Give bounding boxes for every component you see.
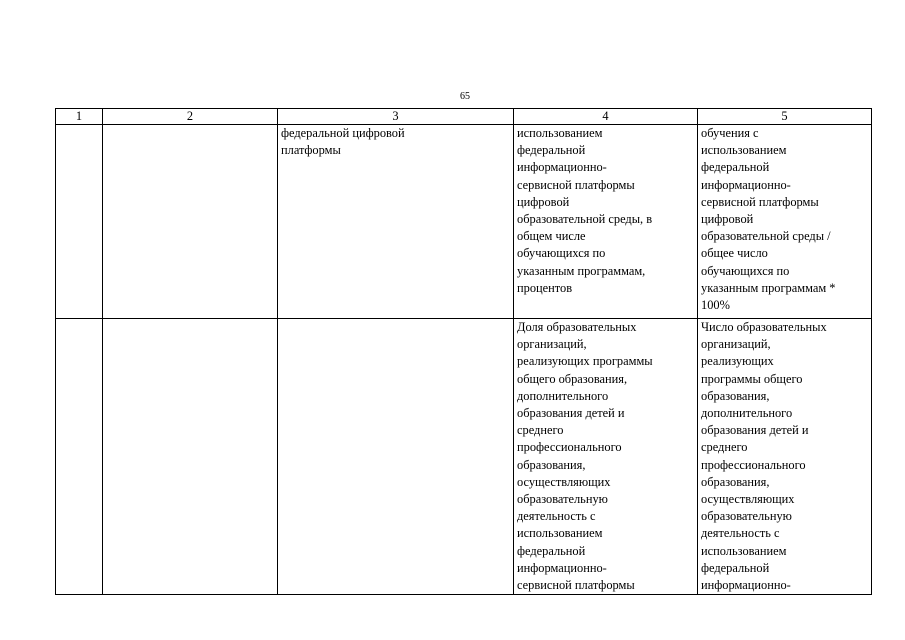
cell-text-line: деятельность с	[517, 509, 596, 524]
table-header-row	[56, 109, 872, 125]
cell-text-line: общего образования,	[517, 371, 628, 386]
cell-text-line: среднего	[701, 440, 748, 455]
cell-text-line: образовательной среды /	[701, 229, 831, 244]
cell-text-line: образовательную	[701, 509, 792, 524]
cell-text-line: использованием	[517, 526, 603, 541]
table-cell-col3	[278, 125, 514, 319]
table-cell-col4	[514, 319, 698, 595]
cell-text-line: использованием	[701, 543, 787, 558]
cell-text-line: обучающихся по	[517, 246, 606, 261]
table-cell-col3	[278, 319, 514, 595]
page-number: 65	[460, 91, 470, 102]
header-cell-1: 1	[56, 109, 103, 125]
cell-text-line: образовательную	[517, 492, 608, 507]
cell-text-line: дополнительного	[517, 388, 609, 403]
cell-text-line: информационно-	[701, 578, 791, 593]
cell-text-line: федеральной	[517, 543, 586, 558]
cell-text-line: обучающихся по	[701, 263, 790, 278]
cell-text-line: платформы	[281, 143, 341, 158]
cell-text-line: федеральной	[517, 143, 586, 158]
cell-text-line: общем числе	[517, 229, 586, 244]
cell-text-line: информационно-	[517, 560, 607, 575]
table-cell-col5	[698, 125, 872, 319]
cell-text-line: образования,	[517, 457, 586, 472]
header-cell-2: 2	[103, 109, 278, 125]
table-cell-col1	[56, 319, 103, 595]
cell-text-line: указанным программам,	[517, 263, 646, 278]
cell-text-line: цифровой	[701, 212, 754, 227]
cell-text-line: обучения с	[701, 126, 759, 140]
cell-text-line: Число образовательных	[701, 320, 827, 334]
header-cell-3: 3	[278, 109, 514, 125]
table-row	[56, 319, 872, 595]
cell-text-line: федеральной цифровой	[281, 126, 405, 140]
table-cell-col4	[514, 125, 698, 319]
cell-text-line: реализующих	[701, 354, 774, 369]
cell-text-line: образования,	[701, 388, 770, 403]
cell-text-line: процентов	[517, 280, 573, 295]
cell-text-line: образования детей и	[701, 423, 809, 438]
cell-text-line: сервисной платформы	[517, 578, 635, 593]
cell-text-line: использованием	[517, 126, 603, 140]
cell-text-line: осуществляющих	[517, 474, 611, 489]
cell-text-line: образования,	[701, 474, 770, 489]
cell-text-line: осуществляющих	[701, 492, 795, 507]
table-cell-col1	[56, 125, 103, 319]
cell-text-line: федеральной	[701, 160, 770, 175]
cell-text-line: 100%	[701, 298, 730, 313]
cell-text-line: использованием	[701, 143, 787, 158]
table-row	[56, 125, 872, 319]
cell-text-line: Доля образовательных	[517, 320, 637, 334]
table-cell-col2	[103, 319, 278, 595]
cell-text-line: деятельность с	[701, 526, 780, 541]
header-cell-5: 5	[698, 109, 872, 125]
document-table	[55, 108, 872, 595]
cell-text-line: профессионального	[517, 440, 622, 455]
cell-text-line: сервисной платформы	[517, 177, 635, 192]
cell-text-line: организаций,	[701, 337, 771, 352]
cell-text-line: информационно-	[701, 177, 791, 192]
table-cell-col2	[103, 125, 278, 319]
cell-text-line: цифровой	[517, 194, 570, 209]
cell-text-line: среднего	[517, 423, 564, 438]
cell-text-line: федеральной	[701, 560, 770, 575]
cell-text-line: образования детей и	[517, 406, 625, 421]
cell-text-line: указанным программам *	[701, 280, 836, 295]
cell-text-line: сервисной платформы	[701, 194, 819, 209]
cell-text-line: реализующих программы	[517, 354, 653, 369]
cell-text-line: образовательной среды, в	[517, 212, 653, 227]
cell-text-line: информационно-	[517, 160, 607, 175]
cell-text-line: общее число	[701, 246, 768, 261]
header-cell-4: 4	[514, 109, 698, 125]
cell-text-line: профессионального	[701, 457, 806, 472]
table-cell-col5	[698, 319, 872, 595]
cell-text-line: дополнительного	[701, 406, 793, 421]
cell-text-line: программы общего	[701, 371, 803, 386]
cell-text-line: организаций,	[517, 337, 587, 352]
